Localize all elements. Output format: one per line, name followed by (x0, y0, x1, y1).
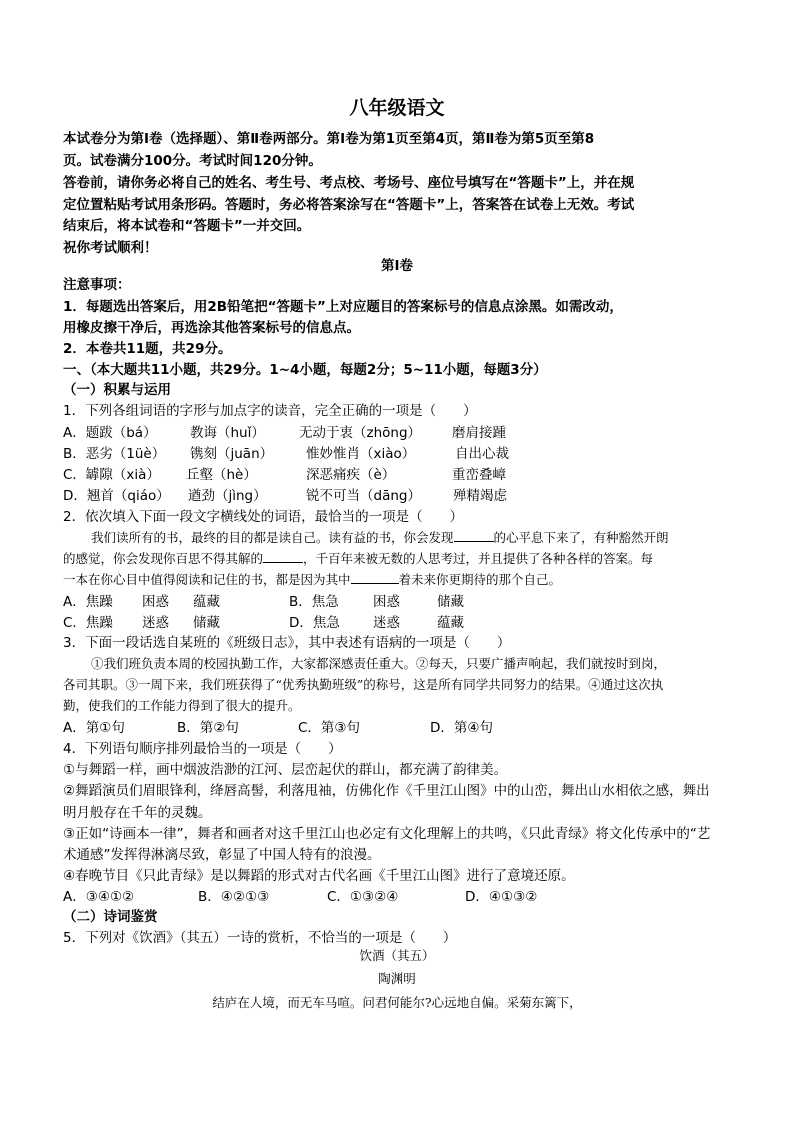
q4-option-d: D．④①③② (465, 889, 538, 905)
q1-option-c-2: 丘壑（hè） (186, 467, 257, 483)
q2-option-a-1: A．焦躁 (63, 594, 113, 610)
q5-stem: 5．下列对《饮酒》（其五）一诗的赏析，不恰当的一项是（ ） (63, 930, 457, 946)
q3-option-c: C．第③句 (298, 720, 361, 736)
q2-passage-1a: 我们读所有的书，最终的目的都是读自己。读有益的书，你会发现 (91, 530, 454, 545)
intro-line-4: 定位置粘贴考试用条形码。答题时，务必将答案涂写在“答题卡”上，答案答在试卷上无效。考试 (63, 197, 635, 213)
q2-option-b-2: 困惑 (373, 594, 400, 610)
q4-sentence-4: ④春晚节目《只此青绿》是以舞蹈的形式对古代名画《千里江山图》进行了意境还原。 (63, 868, 575, 884)
intro-line-5: 结束后，将本试卷和“答题卡”一并交回。 (63, 218, 311, 234)
q2-option-c-1: C．焦躁 (63, 615, 113, 631)
q2-stem: 2．依次填入下面一段文字横线处的词语，最恰当的一项是（ ） (63, 509, 464, 525)
q2-passage-2a: 的感觉，你会发现你百思不得其解的 (63, 551, 264, 566)
q4-option-b: B．④②①③ (198, 889, 270, 905)
q2-option-a-2: 困惑 (142, 594, 169, 610)
q2-passage-3a: 一本在你心目中值得阅读和记住的书，都是因为其中 (63, 572, 351, 587)
q4-sentence-1: ①与舞蹈一样，画中烟波浩渺的江河、层峦起伏的群山，都充满了韵律美。 (63, 762, 508, 778)
q2-passage-2b: ，千百年来被无数的人思考过，并且提供了各种各样的答案。每 (303, 551, 654, 566)
q1-option-b-1: B．恶劣（1üè） (63, 446, 166, 462)
q3-option-a: A．第①句 (63, 720, 125, 736)
q1-option-d-4: 殚精竭虑 (453, 488, 507, 504)
q1-stem: 1．下列各组词语的字形与加点字的读音，完全正确的一项是（ ） (63, 403, 477, 419)
intro-line-1: 本试卷分为第Ⅰ卷（选择题）、第Ⅱ卷两部分。第Ⅰ卷为第1页至第4页，第Ⅱ卷为第5页至第8 (63, 131, 595, 147)
notes-heading: 注意事项： (63, 277, 131, 293)
q2-option-b-1: B．焦急 (289, 594, 339, 610)
q2-blank-1 (454, 529, 494, 542)
q4-sentence-2a: ②舞蹈演员们眉眼锋利，绛唇高髻，利落甩袖，仿佛化作《千里江山图》中的山峦，舞出山水相依之感，舞出 (63, 783, 710, 799)
poem-title: 饮酒（其五） (359, 948, 435, 963)
q2-passage-3b: 着未来你更期待的那个自己。 (398, 572, 562, 587)
q3-passage-line-3: 勤，使我们的工作能力得到了很大的提升。 (63, 698, 301, 713)
q4-stem: 4．下列语句顺序排列最恰当的一项是（ ） (63, 741, 342, 757)
note-1-line-a: 1．每题选出答案后，用2B铅笔把“答题卡”上对应题目的答案标号的信息点涂黑。如需改动， (63, 299, 623, 315)
q1-option-b-2: 镌刻（juān） (190, 446, 274, 462)
q1-option-d-3: 锐不可当（dāng） (306, 488, 421, 504)
poem-line-1: 结庐在人境，而无车马喧。问君何能尔?心远地自偏。采菊东篱下， (212, 995, 582, 1010)
intro-line-2: 页。试卷满分100分。考试时间120分钟。 (63, 153, 322, 169)
q2-blank-3 (351, 571, 399, 584)
q3-passage-line-1: ①我们班负责本周的校园执勤工作，大家都深感责任重大。②每天，只要广播声响起，我们就按时到岗， (91, 656, 667, 671)
poem-author: 陶渊明 (378, 971, 416, 986)
q2-option-d-1: D．焦急 (289, 615, 340, 631)
q2-option-c-2: 迷惑 (142, 615, 169, 631)
note-1-line-b: 用橡皮擦干净后，再选涂其他答案标号的信息点。 (63, 320, 360, 336)
q1-option-a-3: 无动于衷（zhōng） (299, 425, 422, 441)
q1-option-d-2: 遒劲（jìng） (188, 488, 267, 504)
q1-option-a-4: 磨肩接踵 (452, 425, 506, 441)
subsection-one-heading: （一）积累与运用 (63, 382, 171, 398)
q3-passage-line-2: 各司其职。③一周下来，我们班获得了“优秀执勤班级”的称号，这是所有同学共同努力的结果。④通过这次执 (63, 677, 664, 692)
q2-option-d-2: 迷惑 (373, 615, 400, 631)
section-one-heading: 一、（本大题共11小题，共29分。1~4小题，每题2分；5~11小题，每题3分） (63, 362, 547, 378)
q2-passage-line-3 (63, 570, 561, 590)
q1-option-b-4: 自出心裁 (455, 446, 509, 462)
q2-option-d-3: 蕴藏 (437, 615, 464, 631)
intro-line-6: 祝你考试顺利！ (63, 240, 158, 256)
q3-option-d: D．第④句 (430, 720, 493, 736)
q1-option-c-3: 深恶痛疾（è） (306, 467, 396, 483)
q2-option-b-3: 储藏 (437, 594, 464, 610)
note-2: 2．本卷共11题，共29分。 (63, 341, 232, 357)
q3-option-b: B．第②句 (177, 720, 239, 736)
q4-sentence-3b: 术通感”发挥得淋漓尽致，彰显了中国人特有的浪漫。 (63, 847, 381, 863)
q1-option-c-1: C．罅隙（xià） (63, 467, 160, 483)
q2-blank-2 (263, 550, 303, 563)
q3-stem: 3．下面一段话选自某班的《班级日志》，其中表述有语病的一项是（ ） (63, 635, 511, 651)
q4-sentence-2b: 明月般存在千年的灵魏。 (63, 805, 212, 821)
q2-passage-line-1 (91, 528, 669, 548)
q1-option-b-3: 惟妙惟肖（xiào） (306, 446, 416, 462)
q2-option-c-3: 储藏 (193, 615, 220, 631)
q2-passage-1b: 的心平息下来了，有种豁然开朗 (493, 530, 669, 545)
q4-sentence-3a: ③正如“诗画本一律”，舞者和画者对这千里江山也必定有文化理解上的共鸣，《只此青绿》将文化传承中的“艺 (63, 826, 711, 842)
q1-option-d-1: D．翘首（qiáo） (63, 488, 170, 504)
part-one-heading: 第Ⅰ卷 (380, 258, 414, 274)
intro-line-3: 答卷前，请你务必将自己的姓名、考生号、考点校、考场号、座位号填写在“答题卡”上，并在规 (63, 175, 635, 191)
q4-option-c: C．①③②④ (327, 889, 399, 905)
q4-option-a: A．③④①② (63, 889, 135, 905)
q1-option-c-4: 重峦叠嶂 (452, 467, 506, 483)
page-title: 八年级语文 (349, 97, 445, 119)
q2-option-a-3: 蕴藏 (193, 594, 220, 610)
subsection-two-heading: （二）诗词鉴赏 (63, 909, 158, 925)
q1-option-a-2: 教诲（huǐ） (190, 425, 265, 441)
q1-option-a-1: A．题跋（bá） (63, 425, 157, 441)
q2-passage-line-2 (63, 549, 653, 569)
